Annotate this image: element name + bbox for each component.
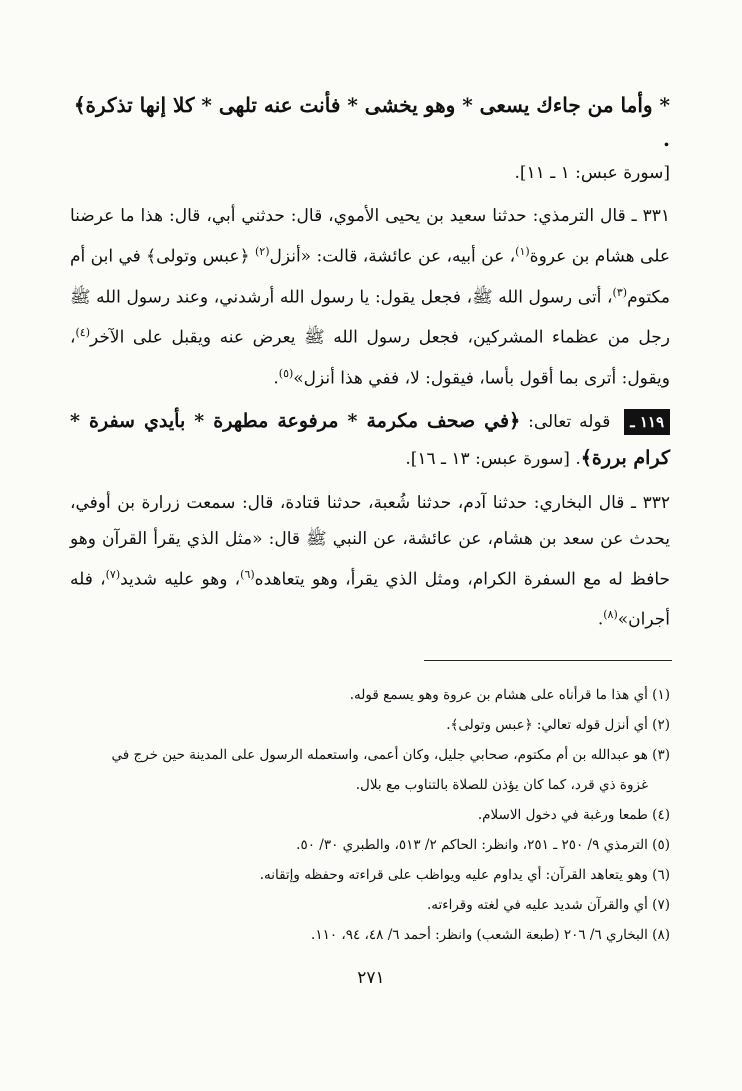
hadith-text: ﴿عبس وتولى﴾ في ابن أم مكتوم	[70, 246, 670, 308]
footnote-6: (٦) وهو يتعاهد القرآن: أي يداوم عليه ويواظب على قراءته وحفظه وإتقانه.	[259, 867, 670, 883]
hadith-text: .	[597, 609, 604, 630]
main-text	[70, 88, 670, 638]
footnote-7: (٧) أي والقرآن شديد عليه في لغته وقراءته.	[426, 897, 670, 913]
footnote-ref-5[interactable]: (٥)	[278, 366, 294, 380]
footnote-8: (٨) البخاري ٦/ ٢٠٦ (طبعة الشعب) وانظر: أحمد ٦/ ٤٨، ٩٤، ١١٠.	[311, 927, 670, 943]
hadith-text: ، عن أبيه، عن عائشة، قالت: «أنزل	[269, 246, 516, 267]
hadith-text: .	[273, 368, 279, 389]
hadith-text: ٣٣١ ـ قال الترمذي: حدثنا سعيد بن يحيى الأموي، قال: حدثني أبي، قال: هذا ما عرضنا على هشام بن عروة	[70, 206, 670, 267]
verse-number-badge: ١١٩ ـ	[624, 409, 670, 435]
footnote-divider	[424, 660, 672, 661]
quran-verse: ﴿في صحف مكرمة * مرفوعة مطهرة * بأيدي سفرة * كرام بررة﴾	[70, 409, 670, 469]
footnote-3: (٣) هو عبدالله بن أم مكتوم، صحابي جليل، وكان أعمى، واستعمله الرسول على المدينة حين خرج في	[111, 747, 670, 763]
footnote-ref-2[interactable]: (٢)	[254, 245, 270, 258]
hadith-text: ، ويقول: أترى بما أقول بأسا، فيقول: لا، ففي هذا أنزل»	[70, 327, 670, 389]
surah-reference: . [سورة عبس: ١٣ ـ ١٦].	[405, 448, 581, 469]
footnote-5: (٥) الترمذي ٩/ ٢٥٠ ـ ٢٥١، وانظر: الحاكم ٢/ ٥١٣، والطبري ٣٠/ ٥٠.	[296, 837, 670, 853]
footnote-1: (١) أي هذا ما قرأناه على هشام بن عروة وهو يسمع قوله.	[349, 687, 670, 703]
footnote-ref-1[interactable]: (١)	[515, 245, 530, 258]
footnote-ref-3[interactable]: (٣)	[612, 285, 628, 299]
surah-reference: [سورة عبس: ١ ـ ١١].	[514, 163, 670, 183]
hadith-text: ، أتى رسول الله ﷺ، فجعل يقول: يا رسول الله أرشدني، وعند رسول الله ﷺ رجل من عظماء المشركين، فجعل رسول الله ﷺ يعرض عنه ويقبل على الآخر	[70, 287, 670, 348]
footnote-2: (٢) أي أنزل قوله تعالي: ﴿عبس وتولى﴾.	[446, 717, 670, 733]
footnote-4: (٤) طمعا ورغبة في دخول الاسلام.	[477, 807, 670, 823]
hadith-331	[70, 198, 670, 397]
verse-119	[70, 403, 670, 477]
hadith-332	[70, 485, 670, 638]
hadith-text: ، وهو عليه شديد	[120, 569, 241, 590]
footnotes	[70, 680, 670, 950]
quran-verse-top: * وأما من جاءك يسعى * وهو يخشى * فأنت عنه تلهى * كلا إنها تذكرة﴾ .	[73, 93, 670, 151]
verse-intro: قوله تعالى:	[520, 411, 619, 432]
page-number: ٢٧١	[357, 968, 385, 988]
hadith-text: ، فله أجران»	[70, 569, 670, 630]
footnote-ref-6[interactable]: (٦)	[240, 567, 255, 581]
footnote-3-continued: غزوة ذي قرد، كما كان يؤذن للصلاة بالتناوب مع بلال.	[355, 777, 648, 793]
hadith-text: ٣٣٢ ـ قال البخاري: حدثنا آدم، حدثنا شُعبة، حدثنا قتادة، قال: سمعت زرارة بن أوفي، يحدث عن سعد بن هشام، عن عائشة، عن النبي ﷺ قال: «مثل الذي يقرأ القرآن وهو حافظ له مع السفرة الكرام، ومثل الذي يقرأ، وهو يتعاهده	[70, 492, 671, 590]
footnote-ref-8[interactable]: (٨)	[603, 608, 618, 622]
footnote-ref-7[interactable]: (٧)	[105, 567, 121, 581]
footnote-ref-4[interactable]: (٤)	[75, 326, 91, 340]
